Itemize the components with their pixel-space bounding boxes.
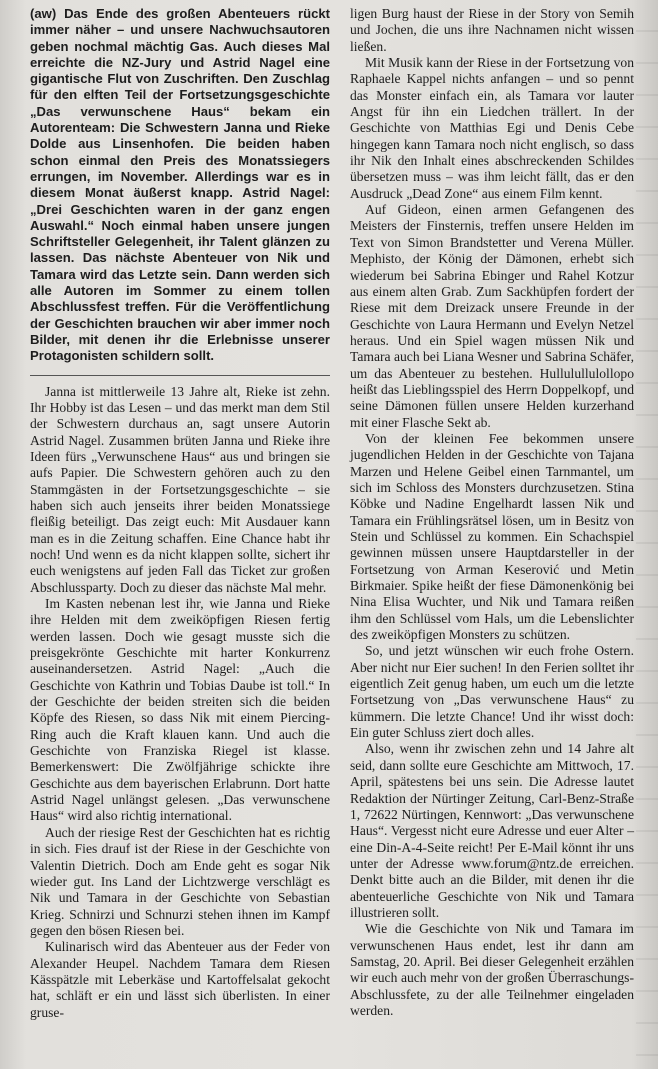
body-paragraph: Mit Musik kann der Riese in der Fortsetzung von Raphaele Kappel nichts anfangen – und so pennt das Monster einfach ein, als Tamara vor lauter Angst für ihn ein Liedchen trällert. In der Geschichte von Matthias Egi und Denis Cebe hingegen kann Tamara noch nicht englisch, so dass ihr Nik den Inhalt eines abschreckenden Schildes übersetzen muss – was ihm leicht fällt, das er den Ausdruck „Dead Zone“ aus einem Film kennt. [350, 55, 634, 201]
body-paragraph: Von der kleinen Fee bekommen unsere jugendlichen Helden in der Geschichte von Tajana Marzen und Helene Geibel einen Tarnmantel, um sich im Schloss des Monsters durchzusetzen. Stina Köbke und Nadine Engelhardt lassen Nik und Tamara ein Frühlingsrätsel lösen, um in Besitz von Stein und Schlüssel zu kommen. Ein Schachspiel gewinnen müssen unsere Hauptdarsteller in der Fortsetzung von Arman Keserović und Metin Birkmaier. Spike heißt der fiese Dämonenkönig bei Nina Elisa Wuchter, und Nik und Tamara reißen ihm den Schlüssel vom Hals, um die Lebenslichter des zweiköpfigen Monsters zu schützen. [350, 430, 634, 643]
body-paragraph: ligen Burg haust der Riese in der Story von Semih und Jochen, die uns ihre Nachnamen nicht wissen ließen. [350, 6, 634, 54]
body-paragraph: Also, wenn ihr zwischen zehn und 14 Jahre alt seid, dann sollte eure Geschichte am Mittwoch, 17. April, spätestens bei uns sein. Die Adresse lautet Redaktion der Nürtinger Zeitung, Carl-Benz-Straße 1, 72622 Nürtingen, Kennwort: „Das verwunschene Haus“. Vergesst nicht eure Adresse und euer Alter – eine Din-A-4-Seite reicht! Per E-Mail könnt ihr uns unter der Adresse www.forum@ntz.de erreichen. Denkt bitte auch an die Bilder, mit denen ihr die abenteuerliche Geschichte von Nik und Tamara illustrieren sollt. [350, 741, 634, 920]
scan-edge [636, 0, 658, 1069]
body-paragraph: Auch der riesige Rest der Geschichten hat es richtig in sich. Fies drauf ist der Riese in der Geschichte von Valentin Dietrich. Doch am Ende geht es sogar Nik wieder gut. Ins Land der Lichtzwerge verschlägt es Nik und Tamara in der Geschichte von Sebastian Krieg. Schnirzi und Schnurzi stehen ihnen im Kampf gegen den bösen Riesen bei. [30, 824, 330, 938]
right-column [350, 6, 634, 1019]
body-paragraph: So, und jetzt wünschen wir euch frohe Ostern. Aber nicht nur Eier suchen! In den Ferien solltet ihr eigentlich Zeit genug haben, um euch um die letzte Fortsetzung von „Das verwunschene Haus“ zu kümmern. Die letzte Chance! Und ihr wisst doch: Ein guter Schluss ziert doch alles. [350, 643, 634, 741]
body-paragraph: Auf Gideon, einen armen Gefangenen des Meisters der Finsternis, treffen unsere Helden im Text von Simon Brandstetter und Verena Müller. Mephisto, der König der Dämonen, erhebt sich wiederum bei Sabrina Ebinger und Rahel Kotzur aus einem alten Grab. Zum Sackhüpfen fordert der Riese mit dem Dreizack unsere Freunde in der Geschichte von Laura Hermann und Evelyn Netzel heraus. Und ein Spiel wagen müssen Nik und Tamara auch bei Liana Wesner und Sabrina Schäfer, um das Abenteuer zu bestehen. Hullulullulollopo heißt das Lieblingsspiel des Herrn Doppelkopf, und seine Dämonen füllen unsere Helden kurzerhand mit einer Flasche Sekt ab. [350, 202, 635, 430]
body-paragraph: Kulinarisch wird das Abenteuer aus der Feder von Alexander Heupel. Nachdem Tamara dem Riesen Kässpätzle mit Leberkäse und Kartoffelsalat gekocht hat, schläft er ein und lässt sich überlisten. In einer gruse- [30, 939, 330, 1020]
body-paragraph: Janna ist mittlerweile 13 Jahre alt, Rieke ist zehn. Ihr Hobby ist das Lesen – und das merkt man dem Stil der Schwestern durchaus an, sagt unsere Autorin Astrid Nagel. Zusammen brüten Janna und Rieke ihre Ideen fürs „Verwunschene Haus“ aus und bringen sie aufs Papier. Die Schwestern gehören auch zu den Stammgästen in der Fortsetzungsgeschichte – sie haben sich auch jenseits ihrer beiden Monatssiege fleißig beteiligt. Das zeigt euch: Mit Ausdauer kann man es in die Zeitung schaffen. Eine Chance habt ihr noch! Und wenn es da nicht klappen sollte, sichert ihr euch wenigstens auf jeden Fall das Ticket zur großen Abschlussparty. Doch zu dieser das nächste Mal mehr. [30, 383, 330, 595]
body-paragraph: Wie die Geschichte von Nik und Tamara im verwunschenen Haus endet, lest ihr dann am Samstag, 20. April. Bei dieser Gelegenheit erzählen wir euch auch mehr von der großen Überraschungs-Abschlussfete, zu der alle Teilnehmer eingeladen werden. [350, 921, 634, 1018]
body-paragraph: Im Kasten nebenan lest ihr, wie Janna und Rieke ihre Helden mit dem zweiköpfigen Riesen fertig werden lassen. Doch wie gesagt musste sich die preisgekrönte Geschichte mit harter Konkurrenz auseinandersetzen. Astrid Nagel: „Auch die Geschichte von Kathrin und Tobias Daube ist toll.“ In der Geschichte der beiden streiten sich die beiden Köpfe des Riesen, so dass Nik mit einem Piercing-Ring auch die Kraft klauen kann. Und auch die Geschichte von Franziska Riegel ist klasse. Bemerkenswert: Die Zwölfjährige schickte ihre Geschichte aus dem bayerischen Erlabrunn. Dort hatte Astrid Nagel unlängst gelesen. „Das verwunschene Haus“ wird also richtig international. [30, 596, 330, 824]
left-column [30, 6, 330, 1021]
intro-paragraph: (aw) Das Ende des großen Abenteuers rückt immer näher – und unsere Nachwuchsautoren geben nochmal mächtig Gas. Auch dieses Mal erreichte die NZ-Jury und Astrid Nagel eine gigantische Flut von Zuschriften. Den Zuschlag für den elften Teil der Fortsetzungsgeschichte „Das verwunschene Haus“ bekam ein Autorenteam: Die Schwestern Janna und Rieke Dolde aus Linsenhofen. Die beiden haben schon einmal den Preis des Monatssiegers errungen, im November. Allerdings war es in diesem Monat äußerst knapp. Astrid Nagel: „Drei Geschichten waren in der ganz engen Auswahl.“ Noch einmal haben unsere jungen Schriftsteller Gelegenheit, ihr Talent glänzen zu lassen. Das nächste Abenteuer von Nik und Tamara wird das Letzte sein. Dann werden sich alle Autoren im Sommer zu einem tollen Abschlussfest treffen. Für die Veröffentlichung der Geschichten brauchen wir aber immer noch Bilder, mit denen ihr die Erlebnisse unserer Protagonisten schildern sollt. [30, 6, 330, 376]
column-gap [30, 376, 330, 384]
